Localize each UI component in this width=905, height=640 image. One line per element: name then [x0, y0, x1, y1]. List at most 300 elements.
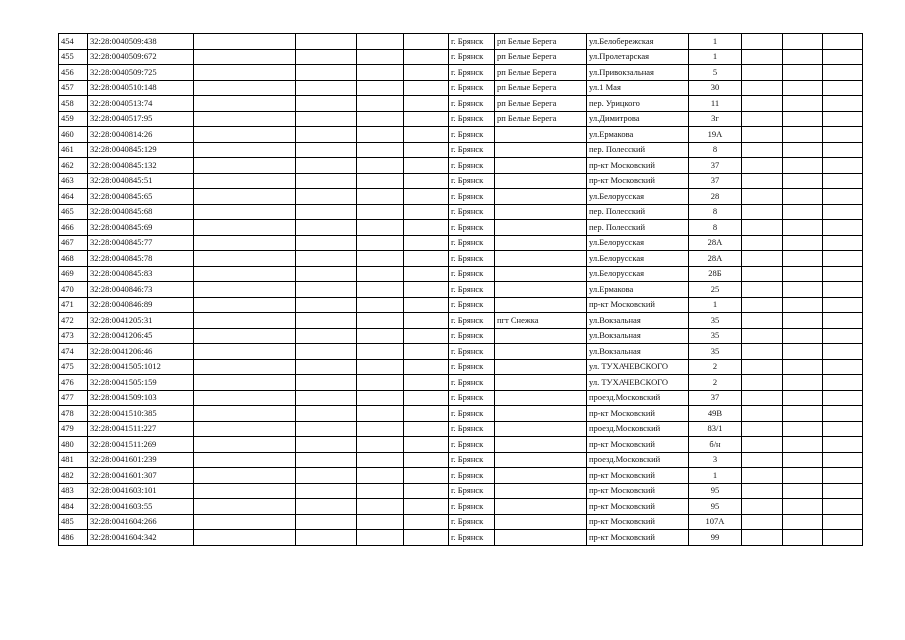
- empty-cell: [404, 235, 449, 251]
- city-cell: г. Брянск: [449, 499, 495, 515]
- table-row: [59, 80, 863, 96]
- empty-cell: [404, 359, 449, 375]
- empty-cell: [783, 49, 823, 65]
- empty-cell: [823, 499, 863, 515]
- row-number-cell: 477: [59, 390, 88, 406]
- house-number-cell: 8: [689, 204, 742, 220]
- street-cell: ул.Ермакова: [587, 127, 689, 143]
- cadastral-number-cell: 32:28:0040845:132: [88, 158, 194, 174]
- empty-cell: [357, 483, 404, 499]
- cadastral-number-cell: 32:28:0041509:103: [88, 390, 194, 406]
- empty-cell: [823, 189, 863, 205]
- city-cell: г. Брянск: [449, 390, 495, 406]
- empty-cell: [357, 235, 404, 251]
- empty-cell: [823, 220, 863, 236]
- table-row: [59, 220, 863, 236]
- empty-cell: [742, 297, 783, 313]
- empty-cell: [742, 142, 783, 158]
- empty-cell: [742, 96, 783, 112]
- cadastral-number-cell: 32:28:0040846:73: [88, 282, 194, 298]
- empty-cell: [742, 328, 783, 344]
- city-cell: г. Брянск: [449, 80, 495, 96]
- empty-cell: [783, 499, 823, 515]
- street-cell: пр-кт Московский: [587, 406, 689, 422]
- cadastral-number-cell: 32:28:0040845:77: [88, 235, 194, 251]
- cadastral-number-cell: 32:28:0040510:148: [88, 80, 194, 96]
- city-cell: г. Брянск: [449, 49, 495, 65]
- empty-cell: [783, 235, 823, 251]
- empty-cell: [404, 158, 449, 174]
- empty-cell: [296, 251, 357, 267]
- empty-cell: [783, 406, 823, 422]
- empty-cell: [296, 390, 357, 406]
- row-number-cell: 454: [59, 34, 88, 50]
- city-cell: г. Брянск: [449, 142, 495, 158]
- row-number-cell: 482: [59, 468, 88, 484]
- house-number-cell: 35: [689, 344, 742, 360]
- row-number-cell: 458: [59, 96, 88, 112]
- empty-cell: [783, 468, 823, 484]
- empty-cell: [404, 96, 449, 112]
- empty-cell: [296, 483, 357, 499]
- empty-cell: [783, 452, 823, 468]
- city-cell: г. Брянск: [449, 483, 495, 499]
- settlement-cell: [495, 344, 587, 360]
- empty-cell: [194, 468, 296, 484]
- empty-cell: [742, 34, 783, 50]
- settlement-cell: рп Белые Берега: [495, 80, 587, 96]
- empty-cell: [742, 80, 783, 96]
- empty-cell: [296, 96, 357, 112]
- empty-cell: [296, 437, 357, 453]
- house-number-cell: 1: [689, 49, 742, 65]
- settlement-cell: [495, 173, 587, 189]
- house-number-cell: 1: [689, 297, 742, 313]
- empty-cell: [823, 437, 863, 453]
- empty-cell: [194, 173, 296, 189]
- empty-cell: [194, 375, 296, 391]
- table-row: [59, 530, 863, 546]
- empty-cell: [357, 375, 404, 391]
- empty-cell: [404, 452, 449, 468]
- street-cell: пр-кт Московский: [587, 297, 689, 313]
- empty-cell: [404, 514, 449, 530]
- empty-cell: [296, 266, 357, 282]
- empty-cell: [296, 514, 357, 530]
- empty-cell: [357, 189, 404, 205]
- table-row: [59, 127, 863, 143]
- empty-cell: [404, 344, 449, 360]
- empty-cell: [357, 328, 404, 344]
- city-cell: г. Брянск: [449, 530, 495, 546]
- city-cell: г. Брянск: [449, 266, 495, 282]
- table-row: [59, 437, 863, 453]
- street-cell: ул.Ермакова: [587, 282, 689, 298]
- house-number-cell: 19А: [689, 127, 742, 143]
- empty-cell: [742, 266, 783, 282]
- empty-cell: [823, 142, 863, 158]
- empty-cell: [194, 251, 296, 267]
- empty-cell: [357, 127, 404, 143]
- empty-cell: [357, 344, 404, 360]
- table-row: [59, 514, 863, 530]
- empty-cell: [823, 282, 863, 298]
- empty-cell: [194, 344, 296, 360]
- table-row: [59, 359, 863, 375]
- empty-cell: [296, 127, 357, 143]
- table-row: [59, 158, 863, 174]
- row-number-cell: 461: [59, 142, 88, 158]
- empty-cell: [742, 49, 783, 65]
- city-cell: г. Брянск: [449, 251, 495, 267]
- empty-cell: [404, 173, 449, 189]
- house-number-cell: 5: [689, 65, 742, 81]
- row-number-cell: 456: [59, 65, 88, 81]
- empty-cell: [742, 483, 783, 499]
- row-number-cell: 471: [59, 297, 88, 313]
- empty-cell: [194, 204, 296, 220]
- city-cell: г. Брянск: [449, 297, 495, 313]
- street-cell: ул.1 Мая: [587, 80, 689, 96]
- empty-cell: [742, 390, 783, 406]
- row-number-cell: 462: [59, 158, 88, 174]
- cadastral-number-cell: 32:28:0040845:83: [88, 266, 194, 282]
- house-number-cell: 28: [689, 189, 742, 205]
- empty-cell: [823, 313, 863, 329]
- table-row: [59, 421, 863, 437]
- settlement-cell: [495, 483, 587, 499]
- cadastral-number-cell: 32:28:0041604:342: [88, 530, 194, 546]
- empty-cell: [742, 530, 783, 546]
- settlement-cell: [495, 359, 587, 375]
- settlement-cell: рп Белые Берега: [495, 111, 587, 127]
- city-cell: г. Брянск: [449, 452, 495, 468]
- empty-cell: [194, 266, 296, 282]
- settlement-cell: [495, 282, 587, 298]
- table-row: [59, 189, 863, 205]
- street-cell: пер. Урицкого: [587, 96, 689, 112]
- table-row: [59, 142, 863, 158]
- street-cell: пер. Полесский: [587, 142, 689, 158]
- table-row: [59, 468, 863, 484]
- settlement-cell: [495, 421, 587, 437]
- empty-cell: [742, 204, 783, 220]
- empty-cell: [194, 80, 296, 96]
- city-cell: г. Брянск: [449, 421, 495, 437]
- cadastral-number-cell: 32:28:0040845:78: [88, 251, 194, 267]
- empty-cell: [194, 282, 296, 298]
- empty-cell: [357, 49, 404, 65]
- empty-cell: [357, 282, 404, 298]
- empty-cell: [823, 49, 863, 65]
- empty-cell: [404, 390, 449, 406]
- empty-cell: [783, 375, 823, 391]
- empty-cell: [296, 189, 357, 205]
- house-number-cell: 3: [689, 452, 742, 468]
- empty-cell: [823, 375, 863, 391]
- empty-cell: [404, 282, 449, 298]
- empty-cell: [404, 251, 449, 267]
- house-number-cell: 28Б: [689, 266, 742, 282]
- row-number-cell: 485: [59, 514, 88, 530]
- empty-cell: [742, 189, 783, 205]
- empty-cell: [783, 251, 823, 267]
- city-cell: г. Брянск: [449, 437, 495, 453]
- table-row: [59, 173, 863, 189]
- city-cell: г. Брянск: [449, 220, 495, 236]
- cadastral-number-cell: 32:28:0040509:672: [88, 49, 194, 65]
- street-cell: ул.Привокзальная: [587, 65, 689, 81]
- street-cell: ул.Вокзальная: [587, 344, 689, 360]
- empty-cell: [823, 297, 863, 313]
- empty-cell: [404, 266, 449, 282]
- empty-cell: [194, 514, 296, 530]
- house-number-cell: 37: [689, 173, 742, 189]
- empty-cell: [296, 65, 357, 81]
- empty-cell: [194, 421, 296, 437]
- cadastral-number-cell: 32:28:0041505:159: [88, 375, 194, 391]
- street-cell: ул.Белорусская: [587, 189, 689, 205]
- empty-cell: [783, 34, 823, 50]
- house-number-cell: 2: [689, 375, 742, 391]
- empty-cell: [194, 359, 296, 375]
- house-number-cell: 35: [689, 313, 742, 329]
- city-cell: г. Брянск: [449, 406, 495, 422]
- empty-cell: [404, 49, 449, 65]
- street-cell: пр-кт Московский: [587, 530, 689, 546]
- table-row: [59, 251, 863, 267]
- empty-cell: [357, 313, 404, 329]
- empty-cell: [296, 406, 357, 422]
- cadastral-number-cell: 32:28:0040513:74: [88, 96, 194, 112]
- row-number-cell: 484: [59, 499, 88, 515]
- city-cell: г. Брянск: [449, 127, 495, 143]
- empty-cell: [742, 173, 783, 189]
- street-cell: ул.Вокзальная: [587, 328, 689, 344]
- house-number-cell: 107А: [689, 514, 742, 530]
- city-cell: г. Брянск: [449, 96, 495, 112]
- settlement-cell: [495, 266, 587, 282]
- row-number-cell: 473: [59, 328, 88, 344]
- row-number-cell: 466: [59, 220, 88, 236]
- empty-cell: [194, 189, 296, 205]
- empty-cell: [296, 452, 357, 468]
- settlement-cell: [495, 530, 587, 546]
- empty-cell: [823, 127, 863, 143]
- row-number-cell: 467: [59, 235, 88, 251]
- street-cell: проезд.Московский: [587, 452, 689, 468]
- empty-cell: [357, 34, 404, 50]
- empty-cell: [823, 235, 863, 251]
- street-cell: пр-кт Московский: [587, 468, 689, 484]
- empty-cell: [194, 65, 296, 81]
- settlement-cell: рп Белые Берега: [495, 65, 587, 81]
- settlement-cell: [495, 406, 587, 422]
- house-number-cell: 25: [689, 282, 742, 298]
- empty-cell: [357, 297, 404, 313]
- empty-cell: [783, 65, 823, 81]
- empty-cell: [783, 437, 823, 453]
- empty-cell: [404, 142, 449, 158]
- empty-cell: [194, 96, 296, 112]
- house-number-cell: 2: [689, 359, 742, 375]
- table-row: [59, 235, 863, 251]
- city-cell: г. Брянск: [449, 468, 495, 484]
- empty-cell: [296, 34, 357, 50]
- house-number-cell: 8: [689, 142, 742, 158]
- empty-cell: [194, 313, 296, 329]
- empty-cell: [357, 251, 404, 267]
- empty-cell: [194, 390, 296, 406]
- street-cell: ул.Белобережская: [587, 34, 689, 50]
- empty-cell: [296, 359, 357, 375]
- table-row: [59, 96, 863, 112]
- empty-cell: [357, 142, 404, 158]
- empty-cell: [194, 34, 296, 50]
- settlement-cell: [495, 204, 587, 220]
- city-cell: г. Брянск: [449, 344, 495, 360]
- settlement-cell: [495, 235, 587, 251]
- city-cell: г. Брянск: [449, 359, 495, 375]
- empty-cell: [194, 328, 296, 344]
- empty-cell: [783, 328, 823, 344]
- street-cell: пер. Полесский: [587, 204, 689, 220]
- empty-cell: [357, 390, 404, 406]
- empty-cell: [404, 468, 449, 484]
- empty-cell: [742, 251, 783, 267]
- empty-cell: [404, 297, 449, 313]
- empty-cell: [404, 127, 449, 143]
- empty-cell: [823, 96, 863, 112]
- empty-cell: [742, 282, 783, 298]
- row-number-cell: 470: [59, 282, 88, 298]
- house-number-cell: б/н: [689, 437, 742, 453]
- empty-cell: [296, 421, 357, 437]
- empty-cell: [742, 375, 783, 391]
- settlement-cell: [495, 375, 587, 391]
- table-row: [59, 204, 863, 220]
- house-number-cell: 37: [689, 390, 742, 406]
- empty-cell: [823, 251, 863, 267]
- cadastral-number-cell: 32:28:0040845:69: [88, 220, 194, 236]
- empty-cell: [194, 111, 296, 127]
- empty-cell: [194, 297, 296, 313]
- empty-cell: [742, 220, 783, 236]
- row-number-cell: 483: [59, 483, 88, 499]
- empty-cell: [823, 111, 863, 127]
- empty-cell: [194, 49, 296, 65]
- street-cell: ул.Белорусская: [587, 251, 689, 267]
- empty-cell: [357, 204, 404, 220]
- empty-cell: [296, 235, 357, 251]
- cadastral-number-cell: 32:28:0040845:129: [88, 142, 194, 158]
- settlement-cell: [495, 158, 587, 174]
- empty-cell: [823, 344, 863, 360]
- empty-cell: [823, 514, 863, 530]
- house-number-cell: 1: [689, 468, 742, 484]
- settlement-cell: [495, 189, 587, 205]
- empty-cell: [296, 158, 357, 174]
- empty-cell: [742, 313, 783, 329]
- cadastral-number-cell: 32:28:0040509:725: [88, 65, 194, 81]
- empty-cell: [742, 437, 783, 453]
- empty-cell: [296, 344, 357, 360]
- empty-cell: [823, 421, 863, 437]
- empty-cell: [404, 80, 449, 96]
- house-number-cell: 11: [689, 96, 742, 112]
- settlement-cell: [495, 499, 587, 515]
- empty-cell: [404, 406, 449, 422]
- house-number-cell: 49В: [689, 406, 742, 422]
- settlement-cell: [495, 142, 587, 158]
- cadastral-number-cell: 32:28:0040845:51: [88, 173, 194, 189]
- empty-cell: [823, 452, 863, 468]
- row-number-cell: 475: [59, 359, 88, 375]
- empty-cell: [404, 421, 449, 437]
- empty-cell: [823, 34, 863, 50]
- row-number-cell: 486: [59, 530, 88, 546]
- cadastral-number-cell: 32:28:0041603:55: [88, 499, 194, 515]
- empty-cell: [357, 80, 404, 96]
- empty-cell: [404, 499, 449, 515]
- empty-cell: [823, 173, 863, 189]
- house-number-cell: 37: [689, 158, 742, 174]
- settlement-cell: [495, 514, 587, 530]
- house-number-cell: 95: [689, 499, 742, 515]
- empty-cell: [357, 499, 404, 515]
- empty-cell: [404, 483, 449, 499]
- settlement-cell: [495, 127, 587, 143]
- empty-cell: [742, 359, 783, 375]
- table-row: [59, 375, 863, 391]
- street-cell: пер. Полесский: [587, 220, 689, 236]
- street-cell: проезд.Московский: [587, 421, 689, 437]
- table-row: [59, 266, 863, 282]
- empty-cell: [783, 142, 823, 158]
- cadastral-number-cell: 32:28:0040814:26: [88, 127, 194, 143]
- cadastral-number-cell: 32:28:0041603:101: [88, 483, 194, 499]
- empty-cell: [742, 406, 783, 422]
- empty-cell: [404, 189, 449, 205]
- street-cell: проезд.Московский: [587, 390, 689, 406]
- row-number-cell: 469: [59, 266, 88, 282]
- row-number-cell: 474: [59, 344, 88, 360]
- empty-cell: [742, 514, 783, 530]
- empty-cell: [296, 80, 357, 96]
- cadastral-number-cell: 32:28:0041510:385: [88, 406, 194, 422]
- empty-cell: [296, 297, 357, 313]
- empty-cell: [296, 173, 357, 189]
- settlement-cell: рп Белые Берега: [495, 49, 587, 65]
- settlement-cell: [495, 452, 587, 468]
- empty-cell: [783, 220, 823, 236]
- city-cell: г. Брянск: [449, 158, 495, 174]
- table-row: [59, 313, 863, 329]
- settlement-cell: [495, 251, 587, 267]
- house-number-cell: 35: [689, 328, 742, 344]
- table-row: [59, 111, 863, 127]
- empty-cell: [783, 80, 823, 96]
- empty-cell: [194, 437, 296, 453]
- cadastral-number-cell: 32:28:0040846:89: [88, 297, 194, 313]
- empty-cell: [783, 390, 823, 406]
- empty-cell: [404, 375, 449, 391]
- empty-cell: [357, 452, 404, 468]
- empty-cell: [742, 158, 783, 174]
- table-row: [59, 34, 863, 50]
- empty-cell: [357, 359, 404, 375]
- table-row: [59, 452, 863, 468]
